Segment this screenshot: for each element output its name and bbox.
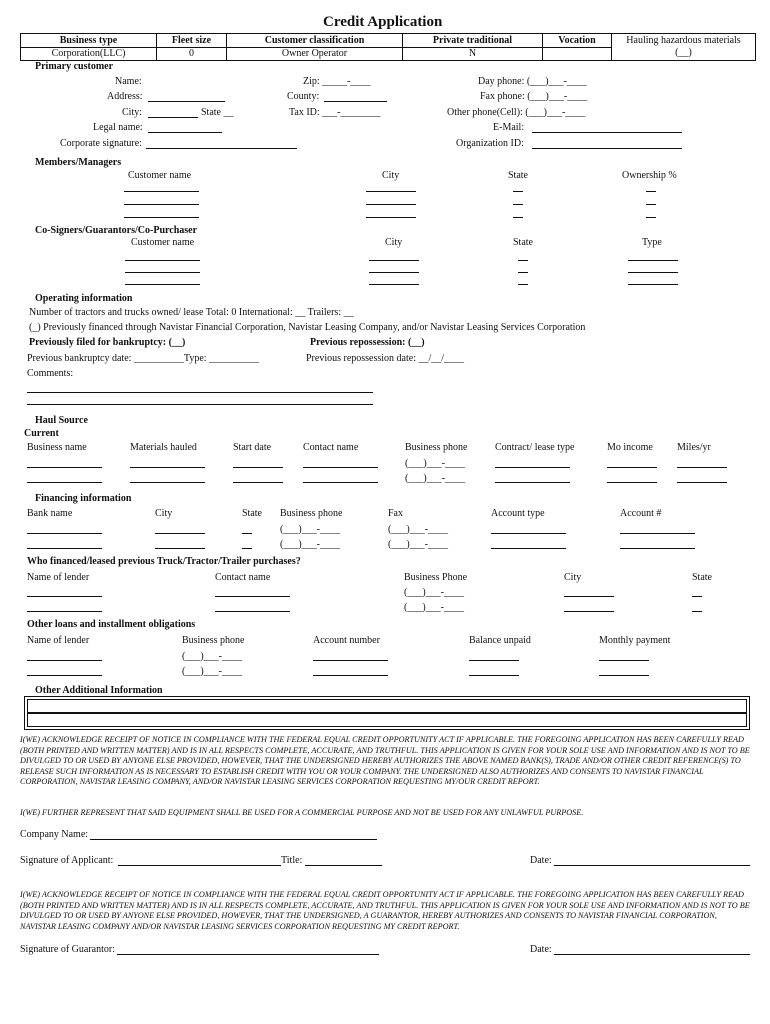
comments-line[interactable]: [27, 404, 373, 405]
member-ownership-field[interactable]: [646, 204, 656, 205]
name-label: Name:: [115, 76, 142, 87]
haul-miles-field[interactable]: [677, 482, 727, 483]
cosigner-name-field[interactable]: [125, 272, 200, 273]
other-loans-heading: Other loans and installment obligations: [27, 619, 196, 630]
prev-col-phone: Business Phone: [404, 572, 468, 583]
day-phone-field[interactable]: Day phone: (___)___-____: [478, 76, 587, 87]
guarantor-signature-field[interactable]: [117, 954, 379, 955]
zip-field[interactable]: Zip: _____-____: [303, 76, 371, 87]
header-business-type: Business type: [21, 34, 157, 48]
cosigner-state-field[interactable]: [518, 260, 528, 261]
member-city-field[interactable]: [366, 217, 416, 218]
haul-col-income: Mo income: [607, 442, 653, 453]
haul-col-contact: Contact name: [303, 442, 359, 453]
other-info-field[interactable]: [27, 713, 747, 727]
cosigner-type-field[interactable]: [628, 260, 678, 261]
applicant-date-label: Date:: [530, 855, 552, 866]
address-field[interactable]: [148, 101, 225, 102]
company-name-label: Company Name:: [20, 829, 89, 840]
haul-business-field[interactable]: [27, 467, 102, 468]
tractor-count-line[interactable]: Number of tractors and trucks owned/ lease Total: 0 International: __ Trailers: __: [29, 307, 354, 318]
cosigner-type-field[interactable]: [628, 284, 678, 285]
haul-col-materials: Materials hauled: [130, 442, 197, 453]
guarantor-signature-label: Signature of Guarantor:: [20, 944, 115, 955]
fin-col-account-type: Account type: [491, 508, 545, 519]
member-name-field[interactable]: [124, 217, 199, 218]
fin-account-type-field[interactable]: [491, 533, 566, 534]
haul-income-field[interactable]: [607, 482, 657, 483]
operating-heading: Operating information: [35, 293, 133, 304]
organization-id-field[interactable]: [532, 148, 682, 149]
business-type-value[interactable]: Corporation(LLC): [21, 47, 157, 61]
header-fleet-size: Fleet size: [157, 34, 227, 48]
member-name-field[interactable]: [124, 191, 199, 192]
page-title: Credit Application: [323, 14, 443, 30]
haul-source-heading: Haul Source: [35, 415, 88, 426]
fin-col-account-number: Account #: [620, 508, 662, 519]
haul-col-contract: Contract/ lease type: [495, 442, 575, 453]
loan-lender-field[interactable]: [27, 660, 102, 661]
title-field[interactable]: [305, 865, 382, 866]
haul-contact-field[interactable]: [303, 467, 378, 468]
member-state-field[interactable]: [513, 204, 523, 205]
organization-id-label: Organization ID:: [456, 138, 524, 149]
city-label: City:: [122, 107, 143, 118]
financing-heading: Financing information: [35, 493, 132, 504]
member-ownership-field[interactable]: [646, 217, 656, 218]
fin-phone-field[interactable]: (___)___-____: [280, 524, 340, 535]
business-summary-table: [20, 33, 756, 61]
title-label: Title:: [281, 855, 303, 866]
haul-materials-field[interactable]: [130, 482, 205, 483]
loan-lender-field[interactable]: [27, 675, 102, 676]
haul-col-business: Business name: [27, 442, 87, 453]
vocation-value[interactable]: [543, 47, 612, 61]
primary-customer-heading: Primary customer: [35, 61, 114, 72]
prev-col-contact: Contact name: [215, 572, 271, 583]
loan-account-field[interactable]: [313, 675, 388, 676]
loan-phone-field[interactable]: (___)___-____: [182, 651, 242, 662]
fin-state-field[interactable]: [242, 548, 252, 549]
loan-payment-field[interactable]: [599, 660, 649, 661]
corporate-signature-field[interactable]: [146, 148, 297, 149]
cosigner-type-field[interactable]: [628, 272, 678, 273]
header-vocation: Vocation: [543, 34, 612, 48]
legal-name-field[interactable]: [148, 132, 222, 133]
members-col-state: State: [508, 170, 528, 181]
other-info-heading: Other Additional Information: [35, 685, 163, 696]
members-heading: Members/Managers: [35, 157, 122, 168]
haul-phone-field[interactable]: (___)___-____: [405, 473, 465, 484]
repossession-date-field[interactable]: Previous repossession date: __/__/____: [306, 353, 465, 364]
applicant-signature-field[interactable]: [118, 865, 281, 866]
legal-notice-guarantor: I(WE) ACKNOWLEDGE RECEIPT OF NOTICE IN COMPLIANCE WITH THE FEDERAL EQUAL CREDIT OPPORTUNITY ACT IF APPLICABLE. THE FOREGOING APPLICATION HAS BEEN CAREFULLY READ (BOTH PRINTED AND WRITTEN MATTER) AND IS IN ALL RESPECTS COMPLETE, ACCURATE, AND TRUTHFUL. THIS APPLICATION IS GIVEN FOR YOUR SOLE USE AND INFORMATION AND IS NOT TO BE DIVULGED TO OR USED BY ANYONE ELSE PROVIDED, HOWEVER, THAT THE UNDERSIGNED, A GUARANTOR, HEREBY AUTHORIZES AND CONSENTS TO NAVISTAR FINANCIAL CORPORATION, NAVISTAR LEASING COMPANY AND/OR NAVISTAR LEASING SERVICES CORPORATION REQUESTING MY CREDIT REPORT.: [20, 890, 750, 931]
fin-account-type-field[interactable]: [491, 548, 566, 549]
prev-col-state: State: [692, 572, 712, 583]
email-label: E-Mail:: [493, 122, 525, 133]
haul-income-field[interactable]: [607, 467, 657, 468]
cosigners-heading: Co-Signers/Guarantors/Co-Purchaser: [35, 225, 198, 236]
member-city-field[interactable]: [366, 191, 416, 192]
haul-phone-field[interactable]: (___)___-____: [405, 458, 465, 469]
loans-col-account: Account number: [313, 635, 380, 646]
address-label: Address:: [107, 91, 143, 102]
fax-phone-field[interactable]: Fax phone: (___)___-____: [480, 91, 588, 102]
prev-contact-field[interactable]: [215, 596, 290, 597]
loans-col-phone: Business phone: [182, 635, 245, 646]
other-phone-field[interactable]: Other phone(Cell): (___)___-____: [447, 107, 586, 118]
fin-fax-field[interactable]: (___)___-____: [388, 524, 448, 535]
email-field[interactable]: [532, 132, 682, 133]
fleet-size-value[interactable]: 0: [157, 47, 227, 61]
fin-col-fax: Fax: [388, 508, 403, 519]
fin-col-city: City: [155, 508, 173, 519]
haul-current-label: Current: [24, 428, 59, 439]
fin-phone-field[interactable]: (___)___-____: [280, 539, 340, 550]
haul-col-start: Start date: [233, 442, 272, 453]
cosigner-state-field[interactable]: [518, 284, 528, 285]
haul-col-miles: Miles/yr: [677, 442, 711, 453]
repossession-field[interactable]: Previous repossession: (__): [310, 337, 425, 348]
loan-balance-field[interactable]: [469, 675, 519, 676]
legal-name-label: Legal name:: [93, 122, 143, 133]
member-name-field[interactable]: [124, 204, 199, 205]
prev-lender-field[interactable]: [27, 596, 102, 597]
navistar-previous-checkbox[interactable]: (_) Previously financed through Navistar Financial Corporation, Navistar Leasing Company, and/or Navistar Leasing Services Corporation: [29, 322, 586, 333]
prev-state-field[interactable]: [692, 611, 702, 612]
county-field[interactable]: [324, 101, 387, 102]
cosigners-col-city: City: [385, 237, 403, 248]
cosigners-col-state: State: [513, 237, 533, 248]
loans-col-lender: Name of lender: [27, 635, 90, 646]
hazardous-materials-field[interactable]: Hauling hazardous materials (__): [612, 34, 756, 61]
cosigners-col-name: Customer name: [131, 237, 195, 248]
haul-start-field[interactable]: [233, 482, 283, 483]
haul-materials-field[interactable]: [130, 467, 205, 468]
loans-col-payment: Monthly payment: [599, 635, 671, 646]
fin-bank-field[interactable]: [27, 548, 102, 549]
prev-phone-field[interactable]: (___)___-____: [404, 602, 464, 613]
fin-bank-field[interactable]: [27, 533, 102, 534]
city-field[interactable]: [148, 117, 198, 118]
applicant-signature-label: Signature of Applicant:: [20, 855, 114, 866]
bankruptcy-date-field[interactable]: Previous bankruptcy date: __________Type: __________: [27, 353, 260, 364]
previous-purchases-heading: Who financed/leased previous Truck/Tractor/Trailer purchases?: [27, 556, 301, 567]
fin-account-number-field[interactable]: [620, 533, 695, 534]
tax-id-field[interactable]: Tax ID: ___-________: [289, 107, 381, 118]
member-ownership-field[interactable]: [646, 191, 656, 192]
legal-notice-applicant: I(WE) ACKNOWLEDGE RECEIPT OF NOTICE IN COMPLIANCE WITH THE FEDERAL EQUAL CREDIT OPPORTUNITY ACT IF APPLICABLE. THE FOREGOING APPLICATION HAS BEEN CAREFULLY READ (BOTH PRINTED AND WRITTEN MATTER) AND IS IN ALL RESPECTS COMPLETE, ACCURATE, AND TRUTHFUL. THIS APPLICATION IS GIVEN FOR YOUR SOLE USE AND INFORMATION AND IS NOT TO BE DIVULGED TO OR USED BY ANYONE ELSE PROVIDED, HOWEVER, THAT THE UNDERSIGNED HEREBY AUTHORIZES THE ABOVE NAMED BANK(S), TRADE AND/OR OTHER CREDIT REFERENCE(S) TO RELEASE SUCH INFORMATION AS IS NECESSARY TO ESTABLISH CREDIT WITH YOU OR YOUR COMPANY. THE UNDERSIGNED ALSO AUTHORIZES AND CONSENTS TO NAVISTAR FINANCIAL CORPORATION, NAVISTAR LEASING COMPANY, AND/OR NAVISTAR LEASING SERVICES CORPORATION REQUESTING MY/OUR CREDIT REPORT.: [20, 735, 750, 786]
prev-state-field[interactable]: [692, 596, 702, 597]
member-state-field[interactable]: [513, 191, 523, 192]
prev-phone-field[interactable]: (___)___-____: [404, 587, 464, 598]
fin-account-number-field[interactable]: [620, 548, 695, 549]
fin-city-field[interactable]: [155, 533, 205, 534]
haul-col-phone: Business phone: [405, 442, 468, 453]
other-info-field[interactable]: [27, 699, 747, 713]
fin-state-field[interactable]: [242, 533, 252, 534]
prev-col-city: City: [564, 572, 582, 583]
members-col-city: City: [382, 170, 400, 181]
cosigner-name-field[interactable]: [125, 260, 200, 261]
fin-fax-field[interactable]: (___)___-____: [388, 539, 448, 550]
bankruptcy-field[interactable]: Previously filed for bankruptcy: (__): [29, 337, 186, 348]
loans-col-balance: Balance unpaid: [469, 635, 531, 646]
prev-city-field[interactable]: [564, 596, 614, 597]
prev-contact-field[interactable]: [215, 611, 290, 612]
loan-balance-field[interactable]: [469, 660, 519, 661]
customer-classification-value[interactable]: Owner Operator: [227, 47, 403, 61]
cosigner-city-field[interactable]: [369, 260, 419, 261]
loan-account-field[interactable]: [313, 660, 388, 661]
cosigner-city-field[interactable]: [369, 284, 419, 285]
guarantor-date-field[interactable]: [554, 954, 750, 955]
haul-contract-field[interactable]: [495, 467, 570, 468]
company-name-field[interactable]: [90, 839, 377, 840]
haul-miles-field[interactable]: [677, 467, 727, 468]
cosigner-state-field[interactable]: [518, 272, 528, 273]
loan-payment-field[interactable]: [599, 675, 649, 676]
corporate-signature-label: Corporate signature:: [60, 138, 142, 149]
prev-col-lender: Name of lender: [27, 572, 90, 583]
comments-line[interactable]: [27, 392, 373, 393]
fin-col-state: State: [242, 508, 262, 519]
fin-col-phone: Business phone: [280, 508, 343, 519]
header-private-traditional: Private traditional: [403, 34, 543, 48]
guarantor-date-label: Date:: [530, 944, 552, 955]
member-state-field[interactable]: [513, 217, 523, 218]
members-col-name: Customer name: [128, 170, 192, 181]
haul-contact-field[interactable]: [303, 482, 378, 483]
haul-business-field[interactable]: [27, 482, 102, 483]
header-customer-classification: Customer classification: [227, 34, 403, 48]
comments-label: Comments:: [27, 368, 74, 379]
loan-phone-field[interactable]: (___)___-____: [182, 666, 242, 677]
prev-city-field[interactable]: [564, 611, 614, 612]
haul-start-field[interactable]: [233, 467, 283, 468]
prev-lender-field[interactable]: [27, 611, 102, 612]
haul-contract-field[interactable]: [495, 482, 570, 483]
state-field[interactable]: State __: [201, 107, 234, 118]
cosigners-col-type: Type: [642, 237, 662, 248]
private-traditional-value[interactable]: N: [403, 47, 543, 61]
members-col-ownership: Ownership %: [622, 170, 677, 181]
cosigner-name-field[interactable]: [125, 284, 200, 285]
commercial-purpose-statement: I(WE) FURTHER REPRESENT THAT SAID EQUIPMENT SHALL BE USED FOR A COMMERCIAL PURPOSE AND NOT BE USED FOR ANY UNLAWFUL PURPOSE.: [20, 808, 584, 817]
cosigner-city-field[interactable]: [369, 272, 419, 273]
county-label: County:: [287, 91, 320, 102]
member-city-field[interactable]: [366, 204, 416, 205]
applicant-date-field[interactable]: [554, 865, 750, 866]
fin-col-bank: Bank name: [27, 508, 73, 519]
fin-city-field[interactable]: [155, 548, 205, 549]
